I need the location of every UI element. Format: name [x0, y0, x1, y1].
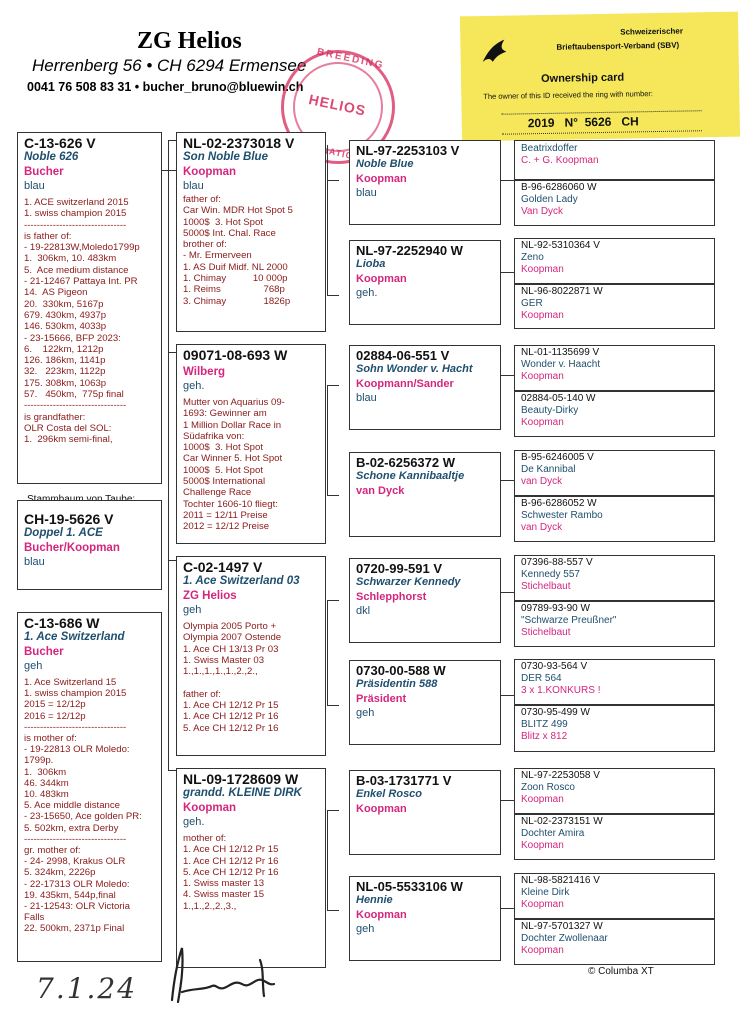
grandparent-card: [176, 556, 326, 756]
great-grandparent-card: [349, 558, 501, 643]
ggg-name: Beatrixdoffer: [521, 143, 578, 154]
ggg-ring: NL-96-8022871 W: [521, 286, 603, 297]
ggg-ring: 02884-05-140 W: [521, 393, 596, 404]
ggg-card: [514, 705, 715, 752]
subject-card: [17, 500, 162, 590]
ggg-name: Kleine Dirk: [521, 887, 570, 898]
grandparent-name: grandd. KLEINE DIRK: [183, 787, 302, 799]
gg-color: geh: [356, 923, 375, 935]
ggg-name: Zeno: [521, 252, 544, 263]
ggg-card: [514, 919, 715, 965]
gg-breeder: Schlepphorst: [356, 591, 427, 603]
ggg-card: [514, 496, 715, 542]
ggg-breeder: Koopman: [521, 310, 564, 321]
gg-ring: 0730-00-588 W: [356, 663, 446, 678]
gg-name: Enkel Rosco: [356, 788, 423, 800]
subject-breeder: Bucher/Koopman: [24, 542, 120, 554]
gg-ring: NL-05-5533106 W: [356, 879, 463, 894]
header-contact: 0041 76 508 83 31 • bucher_bruno@bluewin.ch: [27, 80, 304, 94]
ggg-name: Kennedy 557: [521, 569, 580, 580]
ggg-breeder: Koopman: [521, 840, 564, 851]
gg-ring: 02884-06-551 V: [356, 348, 450, 363]
gg-ring: 0720-99-591 V: [356, 561, 443, 576]
ggg-ring: NL-98-5821416 V: [521, 875, 600, 886]
page-title: ZG Helios: [137, 28, 242, 54]
great-grandparent-card: [349, 345, 501, 430]
ggg-name: Dochter Zwollenaar: [521, 933, 608, 944]
ownership-card: [460, 12, 740, 142]
ggg-card: [514, 238, 715, 284]
ggg-name: "Schwarze Preußner": [521, 615, 617, 626]
ggg-card: [514, 450, 715, 496]
great-grandparent-card: [349, 770, 501, 855]
grandparent-card: [176, 768, 326, 968]
ggg-breeder: Van Dyck: [521, 206, 564, 217]
grandparent-notes: father of: Car Win. MDR Hot Spot 5 1000$ 3. Hot Spot 5000$ Int. Chal. Race brother of: - Mr. Ermerveen 1. AS Duif Midf. NL 2000 1. Chimay 10 000p 1. Reims 768p 3. Chimay 1826p: [183, 194, 293, 307]
sire-name: Noble 626: [24, 151, 79, 163]
grandparent-name: Son Noble Blue: [183, 151, 268, 163]
sire-notes: 1. ACE switzerland 2015 1. swiss champion 2015 -------------------------------- is father of: - 19-22813W,Moledo1799p 1. 306km, 10. 483km 5. Ace medium distance - 21-12467 Pattaya Int. PR 14. AS Pigeon 20. 330km, 5167p 679. 430km, 4937p 146. 530km, 4033p - 23-15666, BFP 2023: 6. 122km, 1212p 126. 186km, 1141p 32. 223km, 1122p 175. 308km, 1063p 57. 450km, 775p final -------------------------------- is grandfather: OLR Costa del SOL: 1. 296km semi-final,: [24, 197, 140, 446]
gg-name: Schwarzer Kennedy: [356, 576, 461, 588]
ggg-card: [514, 659, 715, 705]
gg-breeder: Koopmann/Sander: [356, 378, 454, 390]
gg-ring: NL-97-2252940 W: [356, 243, 463, 258]
gg-breeder: Präsident: [356, 693, 407, 705]
gg-color: blau: [356, 392, 377, 404]
gg-breeder: Koopman: [356, 273, 407, 285]
grandparent-card: [176, 344, 326, 544]
ggg-breeder: Blitz x 812: [521, 731, 568, 742]
grandparent-name: 1. Ace Switzerland 03: [183, 575, 300, 587]
subject-color: blau: [24, 556, 45, 568]
ggg-breeder: Koopman: [521, 794, 564, 805]
dove-logo-icon: [478, 31, 517, 70]
dam-ring: C-13-686 W: [24, 615, 100, 631]
gg-name: Schone Kannibaaltje: [356, 470, 465, 482]
ggg-ring: NL-97-5701327 W: [521, 921, 603, 932]
gg-breeder: Koopman: [356, 803, 407, 815]
grandparent-breeder: Koopman: [183, 802, 237, 814]
ggg-breeder: van Dyck: [521, 476, 563, 487]
ggg-name: Dochter Amira: [521, 828, 585, 839]
ggg-ring: B-96-6286052 W: [521, 498, 597, 509]
gg-name: Lioba: [356, 258, 386, 270]
gg-name: Noble Blue: [356, 158, 414, 170]
ggg-name: De Kannibal: [521, 464, 576, 475]
ggg-card: [514, 391, 715, 437]
gg-color: geh: [356, 707, 375, 719]
gg-color: blau: [356, 187, 377, 199]
gg-name: Sohn Wonder v. Hacht: [356, 363, 473, 375]
ggg-card: [514, 140, 715, 180]
ggg-name: DER 564: [521, 673, 562, 684]
ggg-ring: 07396-88-557 V: [521, 557, 593, 568]
ggg-ring: 09789-93-90 W: [521, 603, 590, 614]
grandparent-breeder: Koopman: [183, 166, 237, 178]
ggg-ring: NL-92-5310364 V: [521, 240, 600, 251]
gg-color: dkl: [356, 605, 371, 617]
grandparent-notes: Mutter von Aquarius 09- 1693: Gewinner am 1 Million Dollar Race in Südafrika von: 1000$ 3. Hot Spot Car Winner 5. Hot Spot 1000$ 5. Hot Spot 5000$ International Challenge Race Tochter 1606-10 fliegt: 2011 = 12/11 Preise 2012 = 12/12 Preise: [183, 397, 285, 533]
dam-notes: 1. Ace Switzerland 15 1. swiss champion 2015 2015 = 12/12p 2016 = 12/12p -------------------------------- is mother of: - 19-22813 OLR Moledo: 1799p. 1. 306km 46. 344km 10. 483km 5. Ace middle distance - 23-15650, Ace golden PR: 5. 502km, extra Derby -------------------------------- gr. mother of: - 24- 2998, Krakus OLR 5. 324km, 2226p - 22-17313 OLR Moledo: 19. 435km, 544p,final - 21-12543: OLR Victoria Falls 22. 500km, 2371p Final: [24, 677, 142, 935]
signature: [164, 940, 334, 1010]
great-grandparent-card: [349, 660, 501, 745]
gg-ring: B-03-1731771 V: [356, 773, 452, 788]
handwritten-date: 7.1.24: [36, 972, 138, 1005]
ggg-name: Beauty-Dirky: [521, 405, 579, 416]
grandparent-color: geh: [183, 604, 202, 616]
grandparent-ring: NL-09-1728609 W: [183, 771, 299, 787]
great-grandparent-card: [349, 452, 501, 537]
gg-ring: B-02-6256372 W: [356, 455, 455, 470]
ggg-card: [514, 814, 715, 860]
ggg-ring: B-96-6286060 W: [521, 182, 597, 193]
ggg-card: [514, 345, 715, 391]
card-text: The owner of this ID received the ring with number:: [483, 89, 654, 102]
ggg-name: Golden Lady: [521, 194, 578, 205]
grandparent-ring: 09071-08-693 W: [183, 347, 288, 363]
ggg-ring: B-95-6246005 V: [521, 452, 594, 463]
card-title: Ownership card: [540, 71, 625, 86]
header-address: Herrenberg 56 • CH 6294 Ermensee: [32, 56, 307, 75]
ggg-name: GER: [521, 298, 543, 309]
sire-breeder: Bucher: [24, 166, 64, 178]
ggg-name: BLITZ 499: [521, 719, 568, 730]
card-org-line1: Schweizerischer: [620, 26, 684, 37]
gg-ring: NL-97-2253103 V: [356, 143, 460, 158]
gg-name: Hennie: [356, 894, 393, 906]
ggg-card: [514, 180, 715, 226]
gg-color: geh.: [356, 287, 378, 299]
grandparent-color: blau: [183, 180, 204, 192]
grandparent-notes: Olympia 2005 Porto + Olympia 2007 Ostende 1. Ace CH 13/13 Pr 03 1. Swiss Master 03 1.,1.,1.,1.,1.,2.,2., father of: 1. Ace CH 12/12 Pr 15 1. Ace CH 12/12 Pr 16 5. Ace CH 12/12 Pr 16: [183, 621, 282, 734]
ggg-breeder: 3 x 1.KONKURS !: [521, 685, 601, 696]
ggg-breeder: van Dyck: [521, 522, 563, 533]
ggg-breeder: Koopman: [521, 371, 564, 382]
ggg-card: [514, 284, 715, 329]
sire-card: [17, 132, 162, 484]
grandparent-color: geh.: [183, 816, 205, 828]
grandparent-card: [176, 132, 326, 332]
ggg-name: Wonder v. Haacht: [521, 359, 601, 370]
ggg-card: [514, 768, 715, 814]
ggg-breeder: Koopman: [521, 899, 564, 910]
grandparent-notes: mother of: 1. Ace CH 12/12 Pr 15 1. Ace CH 12/12 Pr 16 5. Ace CH 12/12 Pr 16 1. Swiss master 13 4. Swiss master 15 1.,1.,2.,2.,3.,: [183, 833, 279, 912]
ggg-ring: NL-01-1135699 V: [521, 347, 600, 358]
stamp-center-text: HELIOS: [307, 90, 368, 119]
stamp-top-text: BREEDING: [315, 46, 386, 72]
grandparent-ring: C-02-1497 V: [183, 559, 263, 575]
ggg-card: [514, 601, 715, 647]
dam-color: geh: [24, 660, 43, 672]
ggg-breeder: Koopman: [521, 945, 564, 956]
ggg-ring: 0730-95-499 W: [521, 707, 590, 718]
ggg-breeder: Koopman: [521, 417, 564, 428]
gg-name: Präsidentin 588: [356, 678, 438, 690]
grandparent-name: Wilberg: [183, 366, 226, 378]
ggg-ring: 0730-93-564 V: [521, 661, 588, 672]
subject-name: Doppel 1. ACE: [24, 527, 103, 539]
grandparent-color: geh.: [183, 380, 205, 392]
ggg-ring: NL-97-2253058 V: [521, 770, 600, 781]
ggg-card: [514, 873, 715, 919]
dam-name: 1. Ace Switzerland: [24, 631, 125, 643]
copyright: © Columba XT: [588, 966, 654, 977]
great-grandparent-card: [349, 876, 501, 961]
dam-card: [17, 612, 162, 962]
ggg-breeder: Stichelbaut: [521, 627, 571, 638]
dam-breeder: Bucher: [24, 646, 64, 658]
gg-breeder: Koopman: [356, 173, 407, 185]
grandparent-ring: NL-02-2373018 V: [183, 135, 295, 151]
ggg-name: Zoon Rosco: [521, 782, 575, 793]
grandparent-breeder: ZG Helios: [183, 590, 237, 602]
card-ring-number: 2019 N° 5626 CH: [527, 114, 639, 131]
great-grandparent-card: [349, 140, 501, 225]
card-org-line2: Brieftaubensport-Verband (SBV): [556, 40, 680, 52]
gg-breeder: van Dyck: [356, 485, 405, 497]
ggg-breeder: Stichelbaut: [521, 581, 571, 592]
gg-breeder: Koopman: [356, 909, 407, 921]
ggg-name: Schwester Rambo: [521, 510, 603, 521]
sire-color: blau: [24, 180, 45, 192]
great-grandparent-card: [349, 240, 501, 325]
sire-ring: C-13-626 V: [24, 135, 96, 151]
ggg-breeder: C. + G. Koopman: [521, 155, 599, 166]
ggg-breeder: Koopman: [521, 264, 564, 275]
subject-ring: CH-19-5626 V: [24, 511, 114, 527]
ggg-card: [514, 555, 715, 601]
ggg-ring: NL-02-2373151 W: [521, 816, 603, 827]
